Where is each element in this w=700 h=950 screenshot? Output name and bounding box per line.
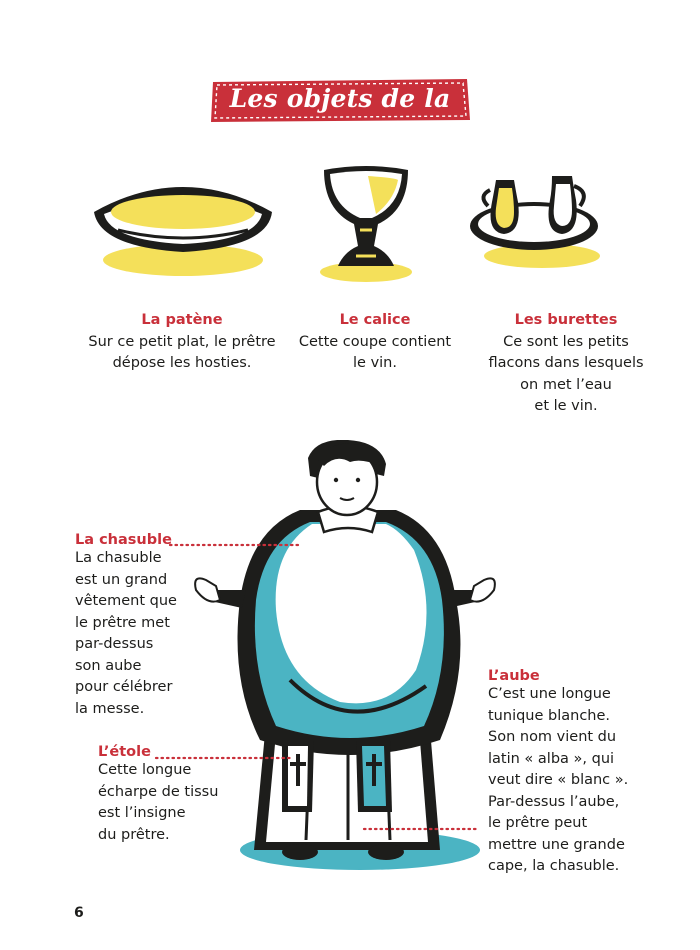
paten-description: Sur ce petit plat, le prêtre dépose les hosties.	[88, 333, 276, 371]
etole-title: L’étole	[98, 744, 151, 760]
chasuble-description: La chasuble est un grand vêtement que le prêtre met par-dessus son aube pour célébrer la messe.	[75, 550, 177, 717]
chalice-title: Le calice	[339, 312, 411, 328]
etole-description: Cette longue écharpe de tissu est l’insigne du prêtre.	[98, 762, 219, 843]
chasuble-label	[75, 532, 177, 720]
chalice-description: Cette coupe contient le vin.	[298, 333, 452, 371]
aube-label	[488, 668, 628, 878]
etole-label	[98, 744, 218, 846]
paten-title: La patène	[141, 312, 223, 328]
page-number: 6	[74, 905, 84, 921]
aube-description: C’est une longue tunique blanche. Son nom vient du latin « alba », qui veut dire « blanc ». Par-dessus l’aube, le prêtre peut mettre une grande cape, la chasuble.	[488, 686, 629, 874]
chasuble-title: La chasuble	[75, 532, 172, 548]
page-title: Les objets de la messe	[229, 84, 451, 159]
cruets-description: Ce sont les petits flacons dans lesquels on met l’eau et le vin.	[488, 333, 644, 414]
aube-title: L’aube	[488, 668, 540, 684]
cruets-title: Les burettes	[514, 312, 618, 328]
